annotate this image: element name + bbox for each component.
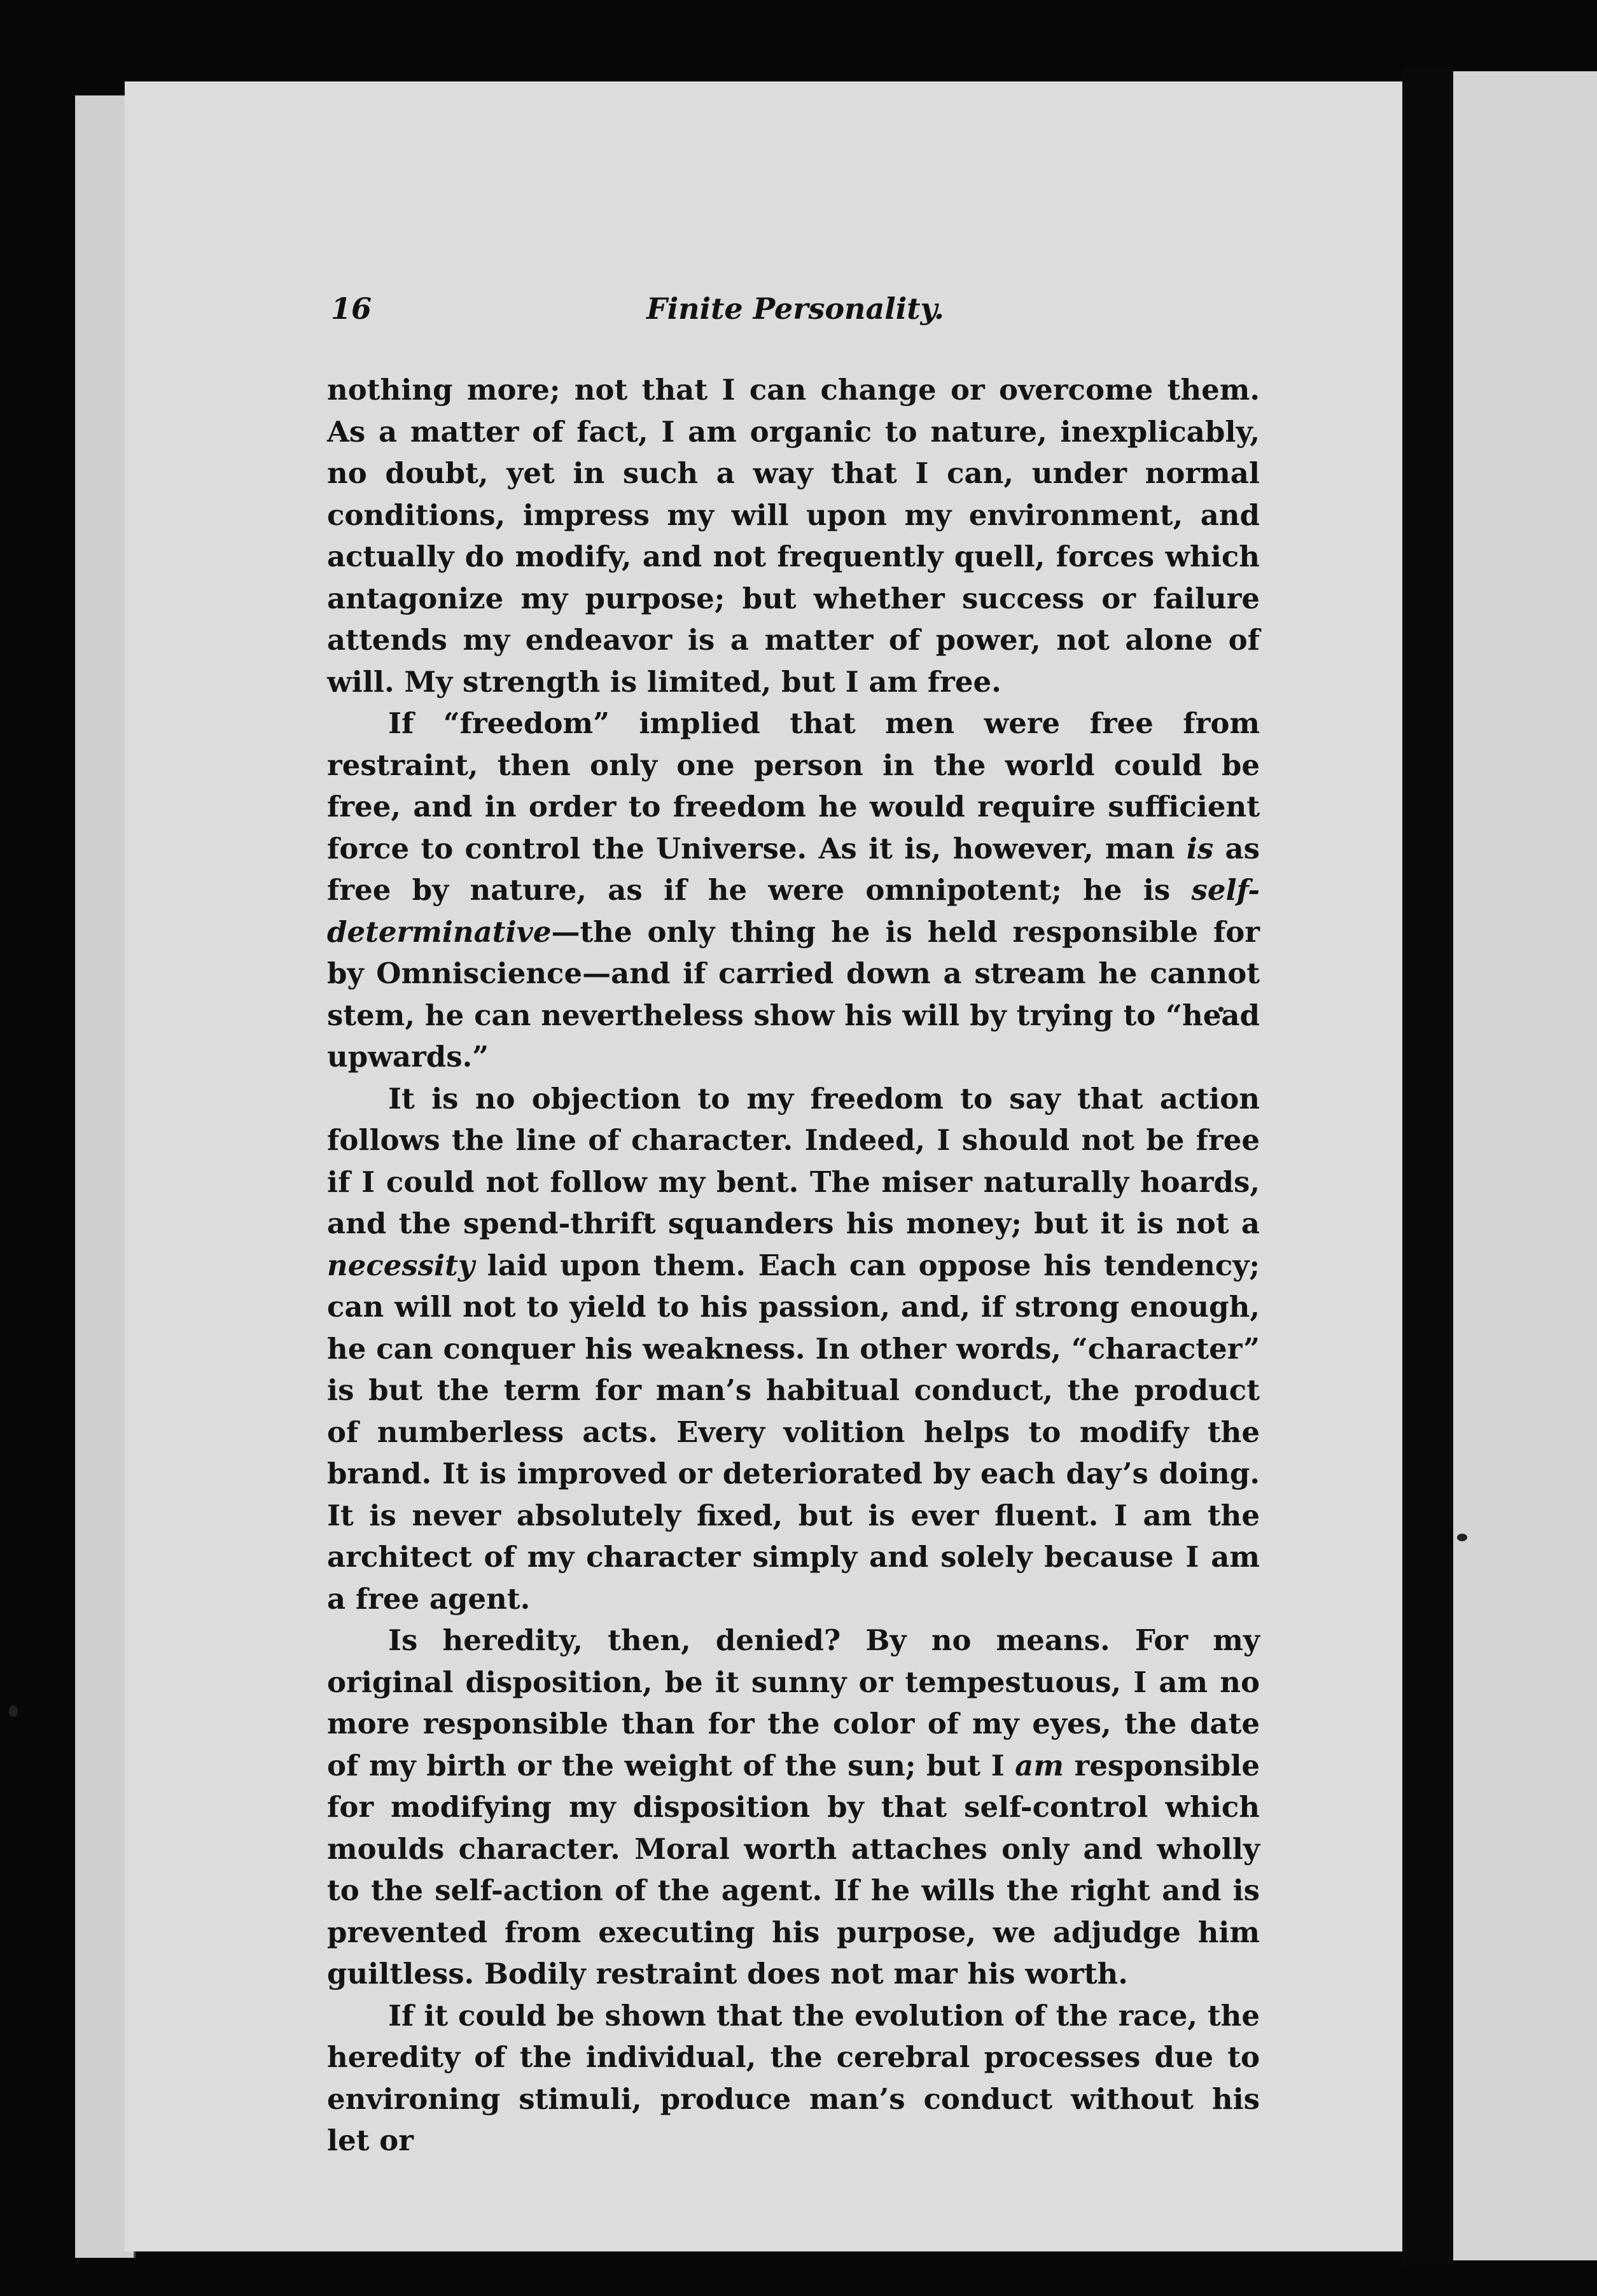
paragraph xyxy=(327,1995,1260,2162)
ink-speck xyxy=(1457,1534,1467,1541)
chapter-title: Finite Personality. xyxy=(646,291,944,326)
body-text xyxy=(327,369,1260,2162)
book-gutter xyxy=(1402,70,1453,2265)
text-run: nothing more; not that I can change or overcome them. As a matter of fact, I am organic to nature, inexplicably, no doubt, yet in such a way that I can, under normal conditions, impress my will upon my environment, and actually do modify, and not frequently quell, forces which antagonize my purpose; but whether success or failure attends my endeavor is a matter of power, not alone of will. My strength is limited, but I am free. xyxy=(327,373,1260,699)
text-run: If it could be shown that the evolution of the race, the heredity of the individual, the cerebral processes due to environing stimuli, produce man’s conduct without his let or xyxy=(327,1998,1260,2157)
running-head xyxy=(331,291,1260,336)
text-run: It is no objection to my freedom to say that action follows the line of character. Indeed, I should not be free if I could not follow my bent. The miser naturally hoards, and the spend-thrift squanders his money; but it is not a xyxy=(327,1081,1260,1240)
italic-text: self-determinative xyxy=(327,873,1260,949)
text-run: laid upon them. Each can oppose his tendency; can will not to yield to his passion, and, if strong enough, he can conquer his weakness. In other words, “character” is but the term for man’s habitual conduct, the product of numberless acts. Every volition helps to modify the brand. It is improved or deteriorated by each day’s doing. It is never absolutely fixed, but is ever fluent. I am the architect of my character simply and solely because I am a free agent. xyxy=(327,1248,1260,1616)
facing-page-edge xyxy=(1453,71,1597,2260)
text-run: responsible for modifying my disposition by that self-control which moulds character. Moral worth attaches only and wholly to the self-action of the agent. If he wills the right and is prevented from executing his purpose, we adjudge him guiltless. Bodily restraint does not mar his worth. xyxy=(327,1748,1260,1991)
paragraph xyxy=(327,703,1260,1078)
paragraph xyxy=(327,1620,1260,1995)
italic-text: am xyxy=(1015,1748,1064,1782)
text-run: —the only thing he is held responsible for by Omniscience—and if carried down a stream he cannot stem, he can nevertheless show his will by trying to “head upwards.” xyxy=(327,914,1260,1074)
italic-text: is xyxy=(1186,831,1214,865)
page-number: 16 xyxy=(331,291,372,326)
text-run: If “freedom” implied that men were free from restraint, then only one person in the world could be free, and in order to freedom he would require sufficient force to control the Universe. As it is, however, man xyxy=(327,706,1260,865)
paragraph xyxy=(327,369,1260,703)
italic-text: necessity xyxy=(327,1248,475,1282)
text-run: Is heredity, then, denied? By no means. For my original disposition, be it sunny or tempestuous, I am no more responsible than for the color of my eyes, the date of my birth or the weight of the sun; but I xyxy=(327,1623,1260,1782)
ink-speck xyxy=(9,1705,18,1717)
text-run: as free by nature, as if he were omnipotent; he is xyxy=(327,831,1260,907)
paragraph xyxy=(327,1078,1260,1620)
